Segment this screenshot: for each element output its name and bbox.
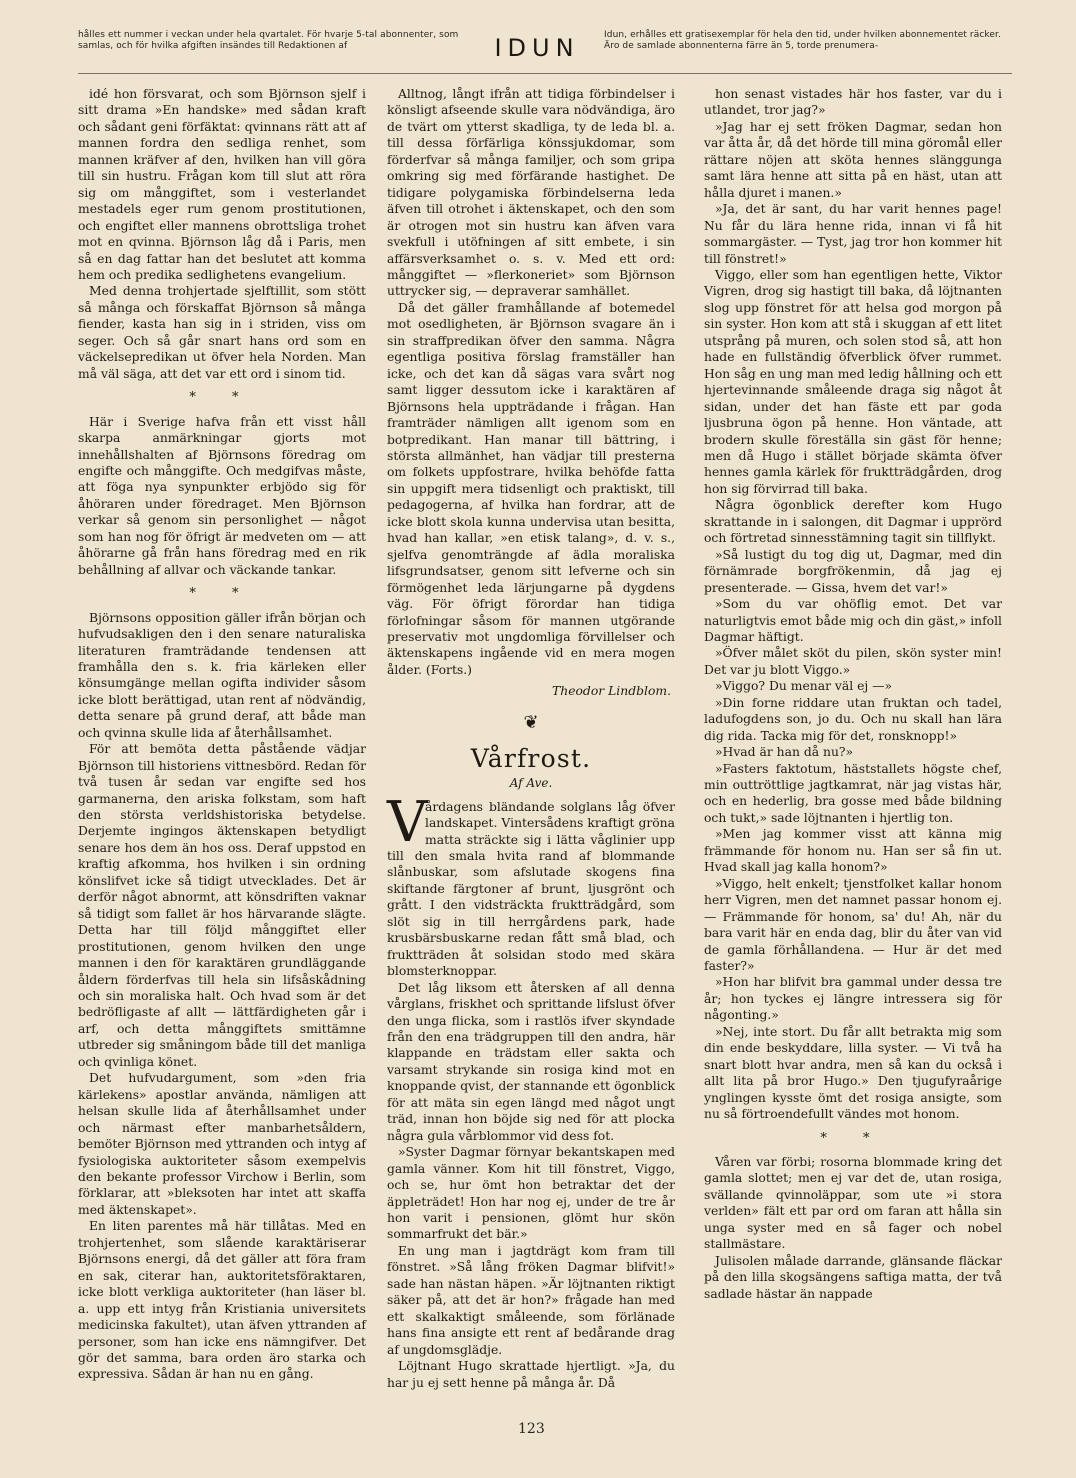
- right-paragraph: »Jag har ej sett fröken Dagmar, sedan hon var åtta år, då det hörde till mina göromål eller rättare nöjen att sköta hennes slänggunga samt lära henne att sitta på en häst, utan att hålla djuret i manen.»: [704, 119, 1002, 200]
- right-paragraph: Viggo, eller som han egentligen hette, Viktor Vigren, drog sig hastigt till baka, då löjtnanten slog upp fönstret för att helsa god morgon på sin syster. Hon kom att stå i skuggan af ett litet utsprång på muren, och solen stod så, att hon hade en fullständig öfverblick öfver rummet. Hon såg en ung man med ledig hållning och ett hjertevinnande småleende draga sig något åt sidan, under det han fäste ett par goda ljusbruna ögon på henne. Hon väntade, att brodern skulle föreställa sin gäst för henne; men då Hugo i stället började skämta öfver hennes gamla kärlek för fruktträdgården, drog hon sig förvirrad till baka.: [704, 267, 1002, 496]
- story-paragraph: Det låg liksom ett återsken af all denna vårglans, friskhet och sprittande lifslust öfver den unga flicka, som i rastlös ifver skyndade från den ena trädgruppen till den andra, här klappande en trädstam eller sakta och varsamt strykande sin rosiga kind mot en knoppande qvist, der stannande ett ögonblick för att mäta sin egen längd med något ungt träd, innan hon böjde sig ned för att plocka några gula vårblommor vid dess fot.: [387, 980, 675, 1143]
- right-paragraph: »Nej, inte stort. Du får allt betrakta mig som din ende beskyddare, lilla syster. — Vi två ha snart blott hvar andra, men så kan du också i allt lita på bror Hugo.» Den tjugufyraårige ynglingen kysste ömt det rosiga ansigte, som nu så förtroendefullt vändes mot honom.: [704, 1024, 1002, 1122]
- left-paragraph: idé hon försvarat, och som Björnson sjelf i sitt drama »En handske» med sådan kraft och sådant geni förfäktat: qvinnans rätt att af mannen fordra den sedliga renhet, som mannen kräfver af den, hvilken han vill göra till sin hustru. Frågan kom till slut att röra sig om månggiftet, som i vesterlandet mestadels eger rum genom prostitutionen, och engiftet eller mannens obrottsliga trohet mot en qvinna. Björnson låg då i Paris, men så en dag fattar han det beslutet att komma hem och predika sedlighetens evangelium.: [78, 87, 366, 282]
- left-paragraph: För att bemöta detta påstående vädjar Björnson till historiens vittnesbörd. Redan för två tusen år sedan var engifte sed hos garmanerna, den ariska folkstam, som haft den största verldshistoriska betydelse. Derjemte ingingos äktenskapen betydligt senare hos dem än hos oss. Deraf uppstod en kraftig afkomma, hos hvilken i sin ordning könslifvet icke så tidigt utvecklades. Det är derför något abnormt, att könsdriften vaknar så tidigt som fallet är hos härvarande slägte. Detta har till följd månggiftet eller prostitutionen, genom hvilken den unge mannen i den för karaktären grundläggande åldern förderfvas till hela sin lifsåskådning och sin moraliska halt. Och hvad som är det bedröfligaste af allt — lättfärdigheten går i arf, och detta månggiftets smittämne utbreder sig småningom både till det manliga och qvinliga könet.: [78, 742, 366, 1069]
- right-paragraph: »Din forne riddare utan fruktan och tadel, ladufogdens son, jo du. Och nu skall han lära dig rida. Tacka mig för det, ronsknopp!»: [704, 695, 1002, 743]
- story-paragraph: Löjtnant Hugo skrattade hjertligt. »Ja, du har ju ej sett henne på många år. Då: [387, 1359, 675, 1390]
- story-first-paragraph: V årdagens bländande solglans låg öfver landskapet. Vintersådens kraftigt gröna matta sträckte sig i lätta våglinier upp till den smala hvita rand af blommande slånbuskar, som afslutade skogens fina skiftande färgtoner af brunt, ljusgrönt och grått. I den vidsträckta fruktträdgård, som slöt sig in till herrgårdens park, hade krusbärsbuskarne redan fått små blad, och fruktträden åt solsidan stodo med skära blomsterknoppar.: [387, 789, 675, 979]
- header-rule: [78, 73, 1012, 74]
- section-separator: * *: [820, 1130, 886, 1146]
- story-paragraph: En ung man i jagtdrägt kom fram till fönstret. »Så lång fröken Dagmar blifvit!» sade han nästan häpen. »Är löjtnanten riktigt säker på, att det är hon?» frågade han med ett skalkaktigt småleende, som förlänade hans fina ansigte ett rent af bedårande drag af ungdomsglädje.: [387, 1243, 675, 1357]
- right-paragraph: »Så lustigt du tog dig ut, Dagmar, med din förnämrade borgfrökenmin, då jag ej presenterade. — Gissa, hvem det var!»: [704, 547, 1002, 595]
- right-paragraph: »Öfver målet sköt du pilen, skön syster min! Det var ju blott Viggo.»: [704, 646, 1002, 677]
- left-paragraph: Det hufvudargument, som »den fria kärlekens» apostlar använda, nämligen att helsan skulle lida af återhållsamhet under och närmast efter manbarhetsåldern, bemöter Björnson med yttranden och intyg af fysiologiska auktoriteter såsom exempelvis den bekante professor Virchow i Berlin, som förklarar, att »bleksoten har intet att skaffa med äktenskapet».: [78, 1071, 366, 1217]
- left-paragraph: Med denna trohjertade sjelftillit, som stött så många och förskaffat Björnson så många fiender, kasta han sig in i striden, viss om seger. Och så går snart hans ord som en väckelsepredikan ut öfver hela Norden. Man må väl säga, att det var ett ord i sinom tid.: [78, 284, 366, 381]
- author-signature: Theodor Lindblom.: [552, 684, 671, 699]
- story-title: Vårfrost.: [470, 744, 592, 774]
- right-paragraph: Några ögonblick derefter kom Hugo skrattande in i salongen, dit Dagmar i upprörd och förtretad sinnesstämning tagit sin tillflykt.: [704, 498, 1002, 546]
- left-paragraph: Björnsons opposition gäller ifrån början och hufvudsakligen den i den senare naturaliska literaturen framträdande tendensen att framhålla den s. k. fria kärleken eller könsumgänge mellan ogifta individer såsom icke blott berättigad, utan rent af nödvändig, detta senare på grund deraf, att både man och qvinna skulle lida af återhållsamhet.: [78, 610, 366, 740]
- section-separator: * *: [189, 390, 255, 406]
- left-paragraph: En liten parentes må här tillåtas. Med en trohjertenhet, som slående karaktäriserar Björnsons energi, då det gäller att föra fram en sak, citerar han, auktoritetsföraktaren, icke blott verkliga auktoriteter (han läser bl. a. upp ett intyg från Kristiania universitets medicinska fakultet), utan äfven yttranden af personer, som han icke ens nämngifver. Det gör det samma, bara orden äro starka och expressiva. Sådan är han nu en gång.: [78, 1219, 366, 1382]
- header-right-text: Idun, erhålles ett gratisexemplar för hela den tid, under hvilken abonnementet räcker. Äro de samlade abonnenterna färre än 5, torde prenumera-: [604, 30, 1001, 51]
- header-left-text: hålles ett nummer i veckan under hela qvartalet. För hvarje 5-tal abonnenter, som samlas, och för hvilka afgiften insändes till Redaktionen af: [78, 30, 459, 51]
- middle-column: [387, 86, 675, 1391]
- right-paragraph: Våren var förbi; rosorna blommade kring det gamla slottet; men ej var det de, utan rosiga, svällande qvinnoläppar, som ute »i stora verlden» fält ett par ord om faran att hålla sin unga syster med en så fager och nobel stallmästare.: [704, 1155, 1002, 1252]
- masthead: IDUN: [494, 34, 580, 62]
- section-separator: * *: [189, 586, 255, 602]
- story-byline: Af Ave.: [509, 776, 553, 791]
- right-paragraph: Julisolen målade darrande, glänsande fläckar på den lilla skogsängens saftiga matta, der två sadlade hästar än nappade: [704, 1253, 1002, 1301]
- right-paragraph: »Hvad är han då nu?»: [715, 745, 854, 760]
- decorative-fleuron-icon: ❦: [523, 711, 539, 733]
- left-paragraph: Här i Sverige hafva från ett visst håll skarpa anmärkningar gjorts mot innehållshalten af Björnsons föredrag om engifte och månggifte. Och medgifvas måste, att föga nya synpunkter erbjödo sig för åhöraren under föredraget. Men Björnson verkar så genom sin personlighet — något som han nog för öfrigt är medveten om — att åhörarne gå från hans föredrag med en rik behållning af allvar och väckande tankar.: [78, 414, 366, 577]
- right-paragraph: »Men jag kommer visst att känna mig främmande för honom nu. Han ser så fin ut. Hvad skall jag kalla honom?»: [704, 827, 1002, 875]
- drop-cap: V: [387, 789, 428, 855]
- right-paragraph: »Hon har blifvit bra gammal under dessa tre år; hon tyckes ej längre intressera sig för någonting.»: [704, 975, 1002, 1023]
- story-paragraph: »Syster Dagmar förnyar bekantskapen med gamla vänner. Kom hit till fönstret, Viggo, och se, hur ömt hon betraktar det der äppleträdet! Hon har nog ej, under de tre år hon varit i pensionen, glömt hur skön sommarfrukt det bär.»: [387, 1145, 675, 1242]
- left-column: [78, 86, 366, 1383]
- right-paragraph: »Ja, det är sant, du har varit hennes page! Nu får du lära henne rida, innan vi få hit sommargäster. — Tyst, jag tror hon kommer hit till fönstret!»: [704, 202, 1002, 266]
- page-number: 123: [518, 1421, 545, 1437]
- middle-paragraph: Alltnog, långt ifrån att tidiga förbindelser i könsligt afseende skulle vara nödvändiga, äro de tvärt om ytterst skadliga, ty de leda bl. a. till dessa förfärliga könssjukdomar, som förderfvar så många familjer, och som gripa omkring sig med förfärande hastighet. De tidigare polygamiska förbindelserna leda äfven till otrohet i äktenskapet, och den som är otrogen mot sin hustru kan äfven vara svekfull i utöfningen af sitt embete, i sin affärsverksamhet o. s. v. Med ett ord: månggiftet — »flerkoneriet» som Björnson uttrycker sig, — depraverar samhället.: [387, 87, 675, 299]
- right-paragraph: hon senast vistades här hos faster, var du i utlandet, tror jag?»: [704, 87, 1002, 118]
- right-paragraph: »Viggo, helt enkelt; tjenstfolket kallar honom herr Vigren, men det namnet passar honom ej. — Främmande för honom, sa' du! Ah, när du bara varit här en enda dag, blir du åter van vid de gamla förhållandena. — Hur är det med faster?»: [704, 876, 1002, 974]
- right-column: [704, 86, 1002, 1302]
- right-paragraph: »Viggo? Du menar väl ej —»: [715, 679, 893, 694]
- page-header: [78, 30, 1012, 70]
- middle-paragraph: Då det gäller framhållande af botemedel mot osedligheten, är Björnson svagare än i sin straffpredikan öfver den samma. Några egentliga positiva förslag framställer han icke, och det kan då sägas vara svårt nog samt ligger dessutom icke i karaktären af Björnsons hela uppträdande i frågan. Han framträder nämligen allt igenom som en botpredikant. Han manar till bättring, i största allmänhet, han vädjar till presterna om folkets uppfostrare, hvilka behöfde fatta sin uppgift mera tidsenligt och praktiskt, till pedagogerna, af hvilka han fordrar, att de icke blott skola kunna undervisa utan besitta, hvad han kallar, »en etisk talang», d. v. s., sjelfva genomträngde af ädla moraliska lifsgrundsatser, genom sitt lefverne och sin förmögenhet leda lärjungarne på dygdens väg. För öfrigt förordar han tidiga förlofningar såsom för mannen utgörande preservativ mot ungdomliga förvillelser och äktenskapens ingående vid en mera mogen ålder. (Forts.): [387, 300, 675, 677]
- right-paragraph: »Fasters faktotum, häststallets högste chef, min outtröttlige jagtkamrat, när jag vistas här, och en hederlig, bra gosse med både bildning och tukt,» sade löjtnanten i hjertlig ton.: [704, 761, 1002, 825]
- right-paragraph: »Som du var ohöflig emot. Det var naturligtvis emot både mig och din gäst,» infoll Dagmar häftigt.: [704, 597, 1002, 644]
